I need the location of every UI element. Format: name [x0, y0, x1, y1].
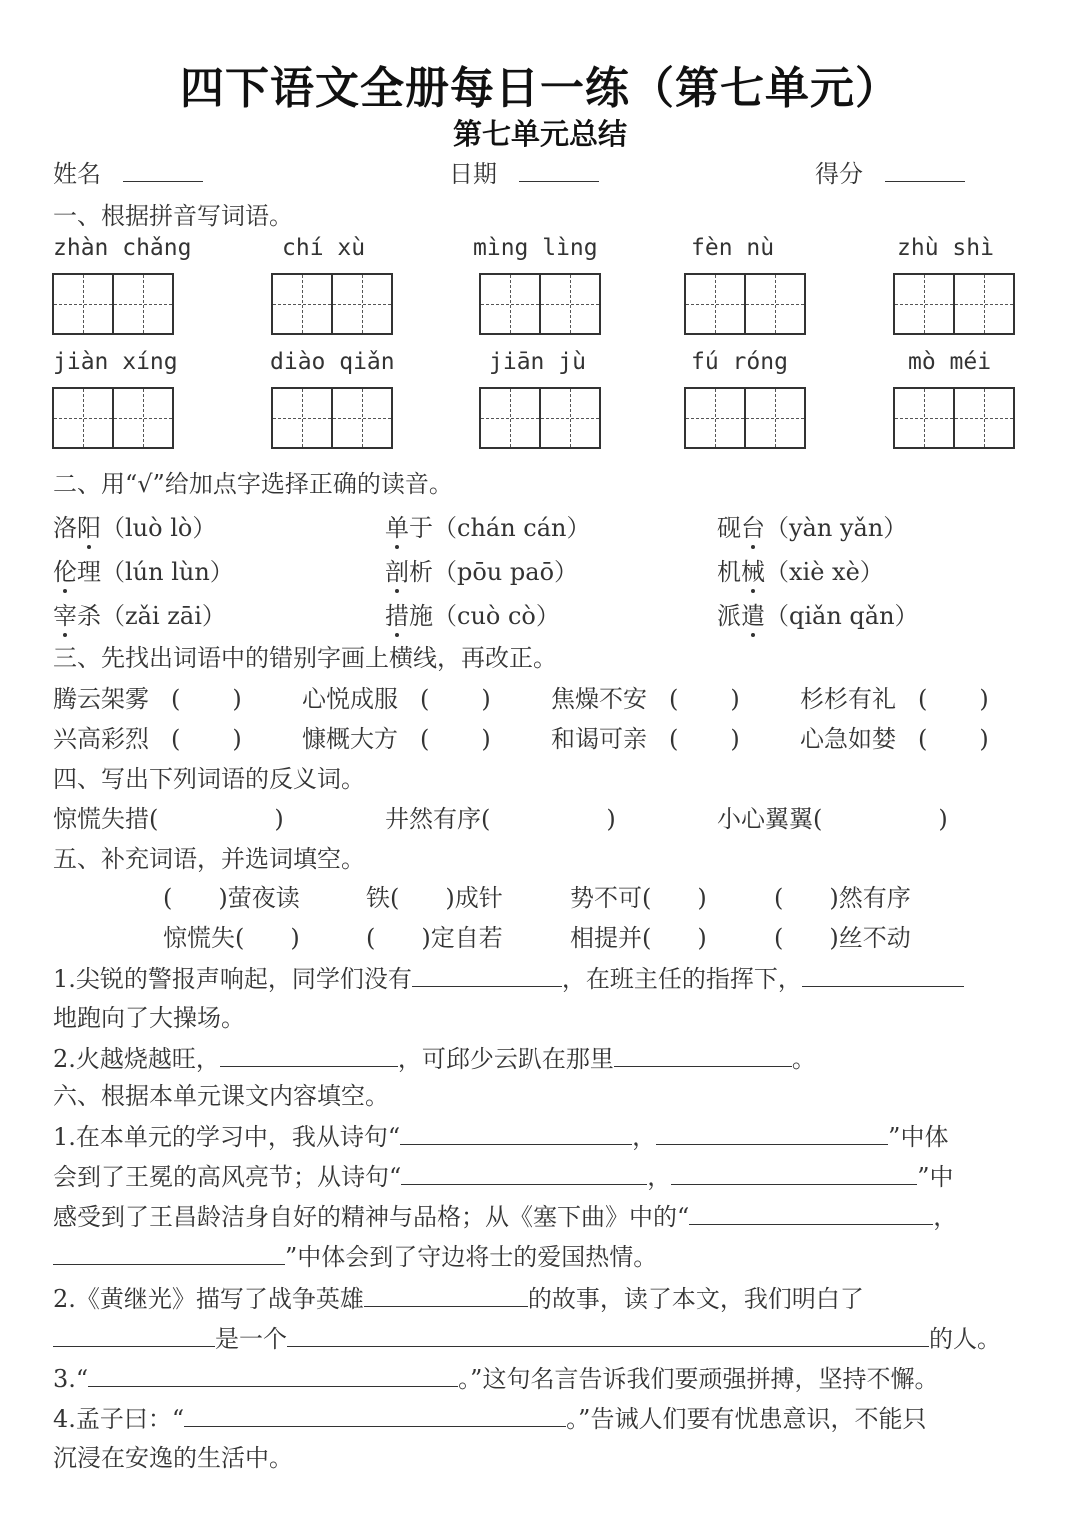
word-char: 砚	[717, 514, 741, 542]
dotted-char: 剖	[385, 558, 409, 586]
question-text: 。	[791, 1045, 816, 1073]
answer-blank[interactable]	[412, 962, 562, 987]
question-text: ，可邱少云趴在那里	[397, 1045, 614, 1073]
reading-choice-item[interactable]	[385, 556, 578, 588]
typo-word-item: 和谒可亲 ( )	[551, 725, 740, 753]
question-text: 2.《黄继光》描写了战争英雄	[53, 1285, 364, 1313]
question-text: ，	[933, 1203, 958, 1231]
writing-grid[interactable]	[479, 273, 599, 335]
question-text: 4.孟子曰：“	[53, 1405, 185, 1433]
section4-heading: 四、写出下列词语的反义词。	[53, 765, 365, 793]
grid-cell[interactable]	[953, 387, 1015, 449]
grid-cell[interactable]	[539, 387, 601, 449]
writing-grid[interactable]	[479, 387, 599, 449]
question-text: 的故事，读了本文，我们明白了	[527, 1285, 864, 1313]
answer-blank[interactable]	[88, 1362, 458, 1387]
question-text: ”中	[917, 1163, 954, 1191]
writing-grid[interactable]	[271, 273, 391, 335]
grid-cell[interactable]	[684, 273, 746, 335]
typo-word-item: 兴高彩烈 ( )	[53, 725, 242, 753]
typo-word-item: 焦燥不安 ( )	[551, 685, 740, 713]
pinyin-options: （chán cán）	[433, 514, 591, 542]
dotted-char: 械	[741, 558, 765, 586]
name-blank[interactable]	[123, 157, 203, 182]
grid-cell[interactable]	[52, 273, 114, 335]
answer-blank[interactable]	[53, 1240, 285, 1265]
question-text: 感受到了王昌龄洁身自好的精神与品格；从《塞下曲》中的“	[53, 1203, 690, 1231]
question-text: ，在班主任的指挥下，	[561, 965, 802, 993]
typo-word: 腾云架雾	[53, 685, 149, 713]
idiom-fill-item	[366, 922, 503, 954]
typo-word: 兴高彩烈	[53, 725, 149, 753]
s6-question-1-line1	[53, 1120, 948, 1153]
name-label: 姓名	[53, 160, 101, 188]
grid-cell[interactable]	[112, 387, 174, 449]
section1-heading: 一、根据拼音写词语。	[53, 202, 293, 230]
dotted-char: 阳	[77, 514, 101, 542]
reading-choice-item[interactable]	[717, 600, 919, 632]
grid-cell[interactable]	[953, 273, 1015, 335]
word-char: 机	[717, 558, 741, 586]
answer-blank[interactable]	[656, 1120, 888, 1145]
page-title: 四下语文全册每日一练（第七单元）	[180, 63, 900, 114]
s6-question-1-line2	[53, 1160, 954, 1193]
question-text: 。”告诫人们要有忧患意识，不能只	[566, 1405, 927, 1433]
answer-blank[interactable]	[220, 1042, 398, 1067]
question-text: 地跑向了大操场。	[53, 1004, 245, 1032]
pinyin-options: （zǎi zāi）	[101, 602, 226, 630]
s5-question-1	[53, 962, 964, 995]
writing-grid[interactable]	[52, 273, 172, 335]
typo-word: 焦燥不安	[551, 685, 647, 713]
reading-choice-item[interactable]	[53, 600, 226, 632]
typo-word: 心悦成服	[302, 685, 398, 713]
typo-word-item: 心悦成服 ( )	[302, 685, 491, 713]
idiom-prefix: 相提并(	[570, 924, 652, 952]
question-text: ，	[632, 1123, 657, 1151]
idiom-prefix: 铁(	[366, 884, 400, 912]
date-field	[449, 157, 599, 190]
writing-grid[interactable]	[893, 387, 1013, 449]
question-text: ，	[647, 1163, 672, 1191]
idiom-suffix: )萤夜读	[218, 884, 300, 912]
idiom-prefix: (	[163, 884, 173, 912]
writing-grid[interactable]	[893, 273, 1013, 335]
word-char: 施	[409, 602, 433, 630]
dotted-char: 单	[385, 514, 409, 542]
writing-grid[interactable]	[271, 387, 391, 449]
grid-cell[interactable]	[271, 273, 333, 335]
page-subtitle: 第七单元总结	[452, 117, 627, 151]
answer-blank[interactable]	[401, 1160, 647, 1185]
dotted-char: 宰	[53, 602, 77, 630]
dotted-char: 台	[741, 514, 765, 542]
word-char: 洛	[53, 514, 77, 542]
section2-heading: 二、用“√”给加点字选择正确的读音。	[53, 470, 453, 498]
idiom-fill-item	[774, 922, 911, 954]
antonym-word: 惊慌失措	[53, 805, 149, 833]
answer-blank[interactable]	[689, 1200, 933, 1225]
reading-choice-item[interactable]	[385, 600, 560, 632]
idiom-prefix: 势不可(	[570, 884, 652, 912]
idiom-prefix: 惊慌失(	[163, 924, 245, 952]
typo-word: 和谒可亲	[551, 725, 647, 753]
antonym-word: 井然有序	[385, 805, 481, 833]
s5-question-2	[53, 1042, 816, 1075]
pinyin-label: fú róng	[691, 349, 788, 375]
idiom-prefix: (	[774, 884, 784, 912]
grid-cell[interactable]	[684, 387, 746, 449]
question-text: 会到了王冕的高风亮节；从诗句“	[53, 1163, 402, 1191]
grid-cell[interactable]	[479, 273, 541, 335]
idiom-fill-item	[570, 922, 707, 954]
pinyin-options: （lún lùn）	[101, 558, 234, 586]
grid-cell[interactable]	[112, 273, 174, 335]
pinyin-options: （luò lò）	[101, 514, 217, 542]
s6-question-1-line4	[53, 1240, 657, 1273]
pinyin-options: （xiè xè）	[765, 558, 884, 586]
word-char: 于	[409, 514, 433, 542]
answer-blank[interactable]	[287, 1322, 929, 1347]
pinyin-options: （qiǎn qǎn）	[765, 602, 919, 630]
grid-cell[interactable]	[744, 273, 806, 335]
question-text: 1.在本单元的学习中，我从诗句“	[53, 1123, 401, 1151]
idiom-suffix: )	[290, 924, 300, 952]
typo-word-item: 心急如婪 ( )	[800, 725, 989, 753]
antonym-word: 小心翼翼	[717, 805, 813, 833]
pinyin-label: mò méi	[908, 349, 992, 375]
answer-blank[interactable]	[53, 1322, 215, 1347]
typo-word-item: 杉杉有礼 ( )	[800, 685, 989, 713]
grid-cell[interactable]	[893, 273, 955, 335]
question-text: 。”这句名言告诉我们要顽强拼搏，坚持不懈。	[458, 1365, 939, 1393]
idiom-suffix: )定自若	[421, 924, 503, 952]
idiom-prefix: (	[774, 924, 784, 952]
grid-cell[interactable]	[479, 387, 541, 449]
pinyin-label: jiàn xíng	[53, 349, 178, 375]
reading-choice-item[interactable]	[53, 556, 234, 588]
word-char: 析	[409, 558, 433, 586]
score-field	[815, 157, 965, 190]
idiom-fill-item	[570, 882, 707, 914]
answer-blank[interactable]	[614, 1042, 792, 1067]
typo-word: 杉杉有礼	[800, 685, 896, 713]
question-text: 是一个	[215, 1325, 287, 1353]
pinyin-options: （pōu paō）	[433, 558, 579, 586]
typo-word-item: 腾云架雾 ( )	[53, 685, 242, 713]
question-text: 3.“	[53, 1365, 89, 1393]
s6-question-1-line3	[53, 1200, 957, 1233]
question-text: 2.火越烧越旺，	[53, 1045, 220, 1073]
pinyin-options: （yàn yǎn）	[765, 514, 908, 542]
antonym-item: 井然有序( )	[385, 805, 616, 833]
question-text: 沉浸在安逸的生活中。	[53, 1444, 293, 1472]
pinyin-label: zhù shì	[897, 235, 994, 261]
idiom-suffix: )成针	[445, 884, 503, 912]
dotted-char: 措	[385, 602, 409, 630]
word-char: 理	[77, 558, 101, 586]
grid-cell[interactable]	[893, 387, 955, 449]
score-blank[interactable]	[885, 157, 965, 182]
typo-word: 心急如婪	[800, 725, 896, 753]
grid-cell[interactable]	[539, 273, 601, 335]
typo-word-item: 慷概大方 ( )	[302, 725, 491, 753]
reading-choice-item[interactable]	[385, 512, 591, 544]
typo-word: 慷概大方	[302, 725, 398, 753]
reading-choice-item[interactable]	[53, 512, 216, 544]
pinyin-label: jiān jù	[489, 349, 586, 375]
s6-question-2-line2	[53, 1322, 1001, 1355]
question-text: ”中体	[888, 1123, 949, 1151]
idiom-prefix: (	[366, 924, 376, 952]
antonym-item: 小心翼翼( )	[717, 805, 948, 833]
idiom-fill-item	[366, 882, 503, 914]
reading-choice-item[interactable]	[717, 556, 884, 588]
name-field	[53, 157, 203, 190]
word-char: 杀	[77, 602, 101, 630]
pinyin-label: diào qiǎn	[270, 349, 395, 375]
pinyin-label: mìng lìng	[473, 235, 598, 261]
grid-cell[interactable]	[271, 387, 333, 449]
idiom-suffix: )然有序	[829, 884, 911, 912]
reading-choice-item[interactable]	[717, 512, 907, 544]
idiom-fill-item	[163, 882, 300, 914]
section6-heading: 六、根据本单元课文内容填空。	[53, 1082, 389, 1110]
section5-heading: 五、补充词语，并选词填空。	[53, 845, 365, 873]
grid-cell[interactable]	[331, 273, 393, 335]
answer-blank[interactable]	[400, 1120, 632, 1145]
s6-question-3	[53, 1362, 938, 1395]
answer-blank[interactable]	[671, 1160, 917, 1185]
grid-cell[interactable]	[331, 387, 393, 449]
idiom-fill-item	[774, 882, 911, 914]
writing-grid[interactable]	[684, 387, 804, 449]
idiom-fill-item	[163, 922, 300, 954]
grid-cell[interactable]	[744, 387, 806, 449]
antonym-item: 惊慌失措( )	[53, 805, 284, 833]
date-blank[interactable]	[519, 157, 599, 182]
idiom-suffix: )	[697, 924, 707, 952]
score-label: 得分	[815, 160, 863, 188]
idiom-suffix: )丝不动	[829, 924, 911, 952]
answer-blank[interactable]	[802, 962, 964, 987]
grid-cell[interactable]	[52, 387, 114, 449]
idiom-suffix: )	[697, 884, 707, 912]
writing-grid[interactable]	[684, 273, 804, 335]
question-text: 的人。	[929, 1325, 1001, 1353]
dotted-char: 遣	[741, 602, 765, 630]
question-text: ”中体会到了守边将士的爱国热情。	[285, 1243, 658, 1271]
word-char: 派	[717, 602, 741, 630]
section3-heading: 三、先找出词语中的错别字画上横线，再改正。	[53, 644, 557, 672]
pinyin-label: fèn nù	[691, 235, 775, 261]
pinyin-options: （cuò cò）	[433, 602, 560, 630]
writing-grid[interactable]	[52, 387, 172, 449]
s6-question-2-line1	[53, 1282, 864, 1315]
s6-question-4-line1	[53, 1402, 926, 1435]
pinyin-label: zhàn chǎng	[53, 235, 192, 261]
answer-blank[interactable]	[184, 1402, 566, 1427]
question-text: 1.尖锐的警报声响起，同学们没有	[53, 965, 412, 993]
dotted-char: 伦	[53, 558, 77, 586]
pinyin-label: chí xù	[282, 235, 366, 261]
answer-blank[interactable]	[364, 1282, 528, 1307]
date-label: 日期	[449, 160, 497, 188]
